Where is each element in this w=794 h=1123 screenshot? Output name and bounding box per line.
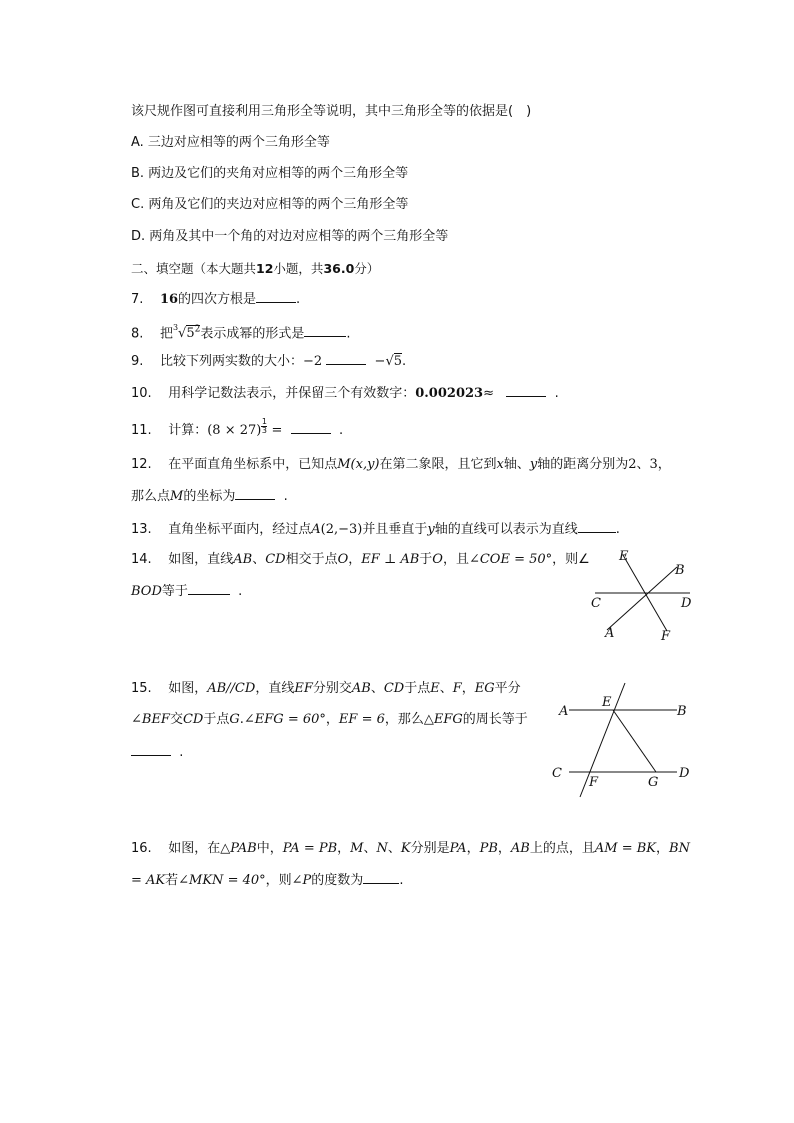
label-f: F <box>661 629 671 644</box>
label-d: D <box>679 766 690 781</box>
q16-t1: 如图，在 <box>168 841 221 856</box>
question-16-line-1 <box>131 840 690 858</box>
q15-t3: 分别交 <box>312 681 352 696</box>
q14-end: . <box>238 584 243 599</box>
q16-s1: 、 <box>363 841 377 856</box>
q16-l2d: ，则 <box>265 873 292 888</box>
figure-14 <box>585 545 700 645</box>
q7-blank[interactable] <box>256 290 296 303</box>
question-14-line-2 <box>131 582 242 601</box>
q14-t5: ，则∠ <box>552 552 590 567</box>
q9-blank[interactable] <box>326 352 366 365</box>
question-13 <box>131 520 620 539</box>
q15-l2d: . <box>239 712 244 727</box>
q10-pre: 用科学记数法表示，并保留三个有效数字： <box>168 386 416 401</box>
q15-l2f: ， <box>325 712 339 727</box>
q15-t5: 平分 <box>494 681 521 696</box>
option-d: D. 两角及其中一个角的对边对应相等的两个三角形全等 <box>131 229 449 244</box>
q11-eq: = <box>271 423 283 438</box>
q16-l2a: = AK <box>131 873 166 888</box>
q14-t2: 相交于点 <box>285 552 338 567</box>
sqrt-icon: √ <box>385 354 394 369</box>
q8-root-index: 3 <box>172 323 179 332</box>
q15-F: F <box>452 681 462 696</box>
question-6-stem: 该尺规作图可直接利用三角形全等说明，其中三角形全等的依据是( ) <box>131 104 532 119</box>
q8-radicand-exp: 2 <box>194 325 201 335</box>
q15-EF: EF <box>294 681 313 696</box>
q16-blank[interactable] <box>363 871 399 884</box>
q15-l2CD: CD <box>182 712 204 727</box>
q16-l2b: 若 <box>165 873 179 888</box>
q14-angle: ∠COE = 50° <box>468 552 553 567</box>
q15-CD: CD <box>383 681 405 696</box>
q15-l2c: 于点 <box>203 712 230 727</box>
q16-c2: ， <box>466 841 480 856</box>
q9-left: −2 <box>302 354 323 369</box>
label-a: A <box>559 704 569 719</box>
q13-blank[interactable] <box>578 520 616 533</box>
q14-l2b: 等于 <box>161 584 188 599</box>
label-f: F <box>589 775 599 790</box>
question-8 <box>131 321 351 343</box>
question-15-line-1 <box>131 680 521 698</box>
q15-number: 15. <box>131 681 152 696</box>
q14-EF: EF <box>361 552 380 567</box>
q15-comma: ， <box>461 681 475 696</box>
q14-number: 14. <box>131 552 152 567</box>
question-9 <box>131 352 406 371</box>
q16-c1: ， <box>337 841 351 856</box>
label-b: B <box>675 563 685 578</box>
q16-PA: PA <box>449 841 467 856</box>
q8-pre: 把 <box>159 326 173 342</box>
q12-number: 12. <box>131 457 152 472</box>
q13-A: A <box>311 522 321 537</box>
q16-t2: 中， <box>256 841 283 856</box>
q15-blank[interactable] <box>131 743 171 756</box>
option-a: A. 三边对应相等的两个三角形全等 <box>131 135 330 150</box>
q12-x: x <box>496 457 504 472</box>
q13-t3: 轴的直线可以表示为直线 <box>434 522 578 537</box>
q12-l2b: 的坐标为 <box>183 489 236 504</box>
q16-N: N <box>376 841 388 856</box>
q16-c3: ， <box>497 841 511 856</box>
q14-O2: O <box>432 552 443 567</box>
q8-blank[interactable] <box>304 324 346 337</box>
q15-t1: 如图， <box>168 681 208 696</box>
q16-s2: 、 <box>387 841 401 856</box>
question-7 <box>131 290 300 309</box>
q14-blank[interactable] <box>188 582 230 595</box>
q13-end: . <box>615 522 620 537</box>
q12-t1: 在平面直角坐标系中，已知点 <box>168 457 338 472</box>
option-c: C. 两角及它们的夹边对应相等的两个三角形全等 <box>131 197 409 212</box>
q10-blank[interactable] <box>506 384 546 397</box>
q10-number: 10. <box>131 386 152 401</box>
question-15-line-3 <box>131 743 183 762</box>
section-end: 分） <box>354 261 380 276</box>
q15-l2b: 交 <box>169 712 183 727</box>
label-g: G <box>648 775 659 790</box>
q12-t3: 轴、 <box>503 457 530 472</box>
q12-point: M(x,y) <box>337 457 380 472</box>
q12-t2: 在第二象限，且它到 <box>379 457 497 472</box>
q14-t1: 如图，直线 <box>168 552 234 567</box>
q10-value: 0.002023 <box>415 386 484 401</box>
q13-point: (2,−3) <box>320 522 363 537</box>
q8-radicand <box>186 325 200 341</box>
q15-angle: ∠EFG = 60° <box>243 712 326 727</box>
label-c: C <box>591 596 601 611</box>
q12-blank[interactable] <box>235 487 275 500</box>
q11-end: . <box>338 423 344 438</box>
q16-eq1: PA = PB <box>282 841 338 856</box>
q16-t4: 上的点，且 <box>529 841 595 856</box>
q15-t4: 于点 <box>404 681 431 696</box>
q15-end: . <box>179 745 184 760</box>
question-12-line-2 <box>131 487 288 506</box>
q7-number: 7. <box>131 292 144 307</box>
q11-expr: (8 × 27) <box>207 423 262 438</box>
q14-O: O <box>337 552 349 567</box>
q11-number: 11. <box>131 423 152 438</box>
q15-sep: 、 <box>370 681 384 696</box>
q15-l2h: ，那么 <box>384 712 424 727</box>
q12-distances: 2、3 <box>628 457 658 472</box>
section-mid: 小题，共 <box>273 261 324 276</box>
q16-end: . <box>399 873 404 888</box>
label-a: A <box>605 626 615 641</box>
q15-EG: EG <box>474 681 495 696</box>
q16-M: M <box>350 841 364 856</box>
q13-t1: 直角坐标平面内，经过点 <box>168 522 312 537</box>
q15-AB: AB <box>351 681 371 696</box>
q9-end: . <box>402 354 407 369</box>
section-title-text: 二、填空题（本大题共 <box>131 261 257 276</box>
q10-approx: ≈ <box>483 386 494 401</box>
q12-y: y <box>529 457 538 472</box>
q16-c4: ， <box>656 841 670 856</box>
q15-ef-length: EF = 6 <box>338 712 385 727</box>
q16-PB: PB <box>479 841 498 856</box>
q16-K: K <box>400 841 411 856</box>
q15-t2: ，直线 <box>255 681 295 696</box>
question-14-line-1 <box>131 551 590 569</box>
q14-CD: CD <box>265 552 286 567</box>
q7-value: 16 <box>159 292 179 307</box>
q14-AB2: AB <box>400 552 420 567</box>
question-10 <box>131 384 559 403</box>
label-e: E <box>602 695 612 710</box>
figure-15 <box>553 680 703 802</box>
q11-exponent <box>261 418 267 435</box>
section-score: 36.0 <box>323 261 355 276</box>
q14-t4: ，且 <box>442 552 469 567</box>
q12-l2a: 那么点 <box>131 489 171 504</box>
q16-triangle: △PAB <box>220 841 257 856</box>
q15-l2a: ∠BEF <box>131 712 170 727</box>
q11-blank[interactable] <box>291 421 331 434</box>
question-15-line-2 <box>131 711 528 729</box>
q16-eq2: AM = BK <box>594 841 657 856</box>
q9-radicand: 5 <box>393 354 403 369</box>
q7-text: 的四次方根是 <box>178 292 257 307</box>
label-b: B <box>677 704 687 719</box>
perpendicular-icon: ⊥ <box>383 552 397 567</box>
q14-AB: AB <box>233 552 253 567</box>
q13-y: y <box>427 522 435 537</box>
q8-number: 8. <box>131 326 144 342</box>
q15-l2G: G <box>229 712 240 727</box>
q13-number: 13. <box>131 522 152 537</box>
q14-comma: ， <box>348 552 362 567</box>
q16-AB: AB <box>510 841 530 856</box>
q16-t3: 分别是 <box>410 841 450 856</box>
q11-exp-den: 3 <box>261 426 267 435</box>
q13-t2: 并且垂直于 <box>362 522 428 537</box>
q11-exp-num: 1 <box>261 417 267 426</box>
q16-angle-p: ∠P <box>291 873 312 888</box>
question-16-line-2 <box>131 871 403 890</box>
q8-radicand-base: 5 <box>186 326 195 342</box>
q11-pre: 计算： <box>168 423 208 438</box>
q9-pre: 比较下列两实数的大小： <box>159 354 303 369</box>
q16-l2f: 的度数为 <box>311 873 364 888</box>
q12-t4: 轴的距离分别为 <box>537 457 629 472</box>
q14-BOD: BOD <box>131 584 162 599</box>
label-c: C <box>552 766 562 781</box>
q12-l2M: M <box>170 489 184 504</box>
q9-number: 9. <box>131 354 144 369</box>
q16-BN: BN <box>669 841 690 856</box>
question-11 <box>131 418 343 440</box>
q15-E: E <box>430 681 440 696</box>
q15-sep2: 、 <box>439 681 453 696</box>
q15-parallel: AB//CD <box>207 681 256 696</box>
section-count: 12 <box>256 261 274 276</box>
question-12-line-1: 12. 在平面直角坐标系中，已知点M(x,y)在第二象限，且它到x轴、y轴的距离分别为2、3， <box>131 457 671 472</box>
line-ab <box>607 567 677 630</box>
segment-eg <box>613 710 656 772</box>
q8-radical <box>172 323 201 342</box>
q15-l2j: 的周长等于 <box>462 712 528 727</box>
q12-end: . <box>283 489 288 504</box>
option-b: B. 两边及它们的夹角对应相等的两个三角形全等 <box>131 166 409 181</box>
q15-triangle: △EFG <box>423 712 463 727</box>
q9-minus: − <box>374 354 386 369</box>
q7-end: . <box>296 292 301 307</box>
section-title <box>131 260 379 278</box>
q16-angle: ∠MKN = 40° <box>178 873 266 888</box>
q14-sep: 、 <box>252 552 266 567</box>
label-e: E <box>619 549 629 564</box>
q16-number: 16. <box>131 841 152 856</box>
q8-end: . <box>346 326 351 342</box>
q14-t3: 于 <box>419 552 433 567</box>
label-d: D <box>681 596 692 611</box>
q8-post: 表示成幂的形式是 <box>200 326 305 342</box>
q10-end: . <box>554 386 559 401</box>
radical-sign-icon: √ <box>178 326 187 342</box>
